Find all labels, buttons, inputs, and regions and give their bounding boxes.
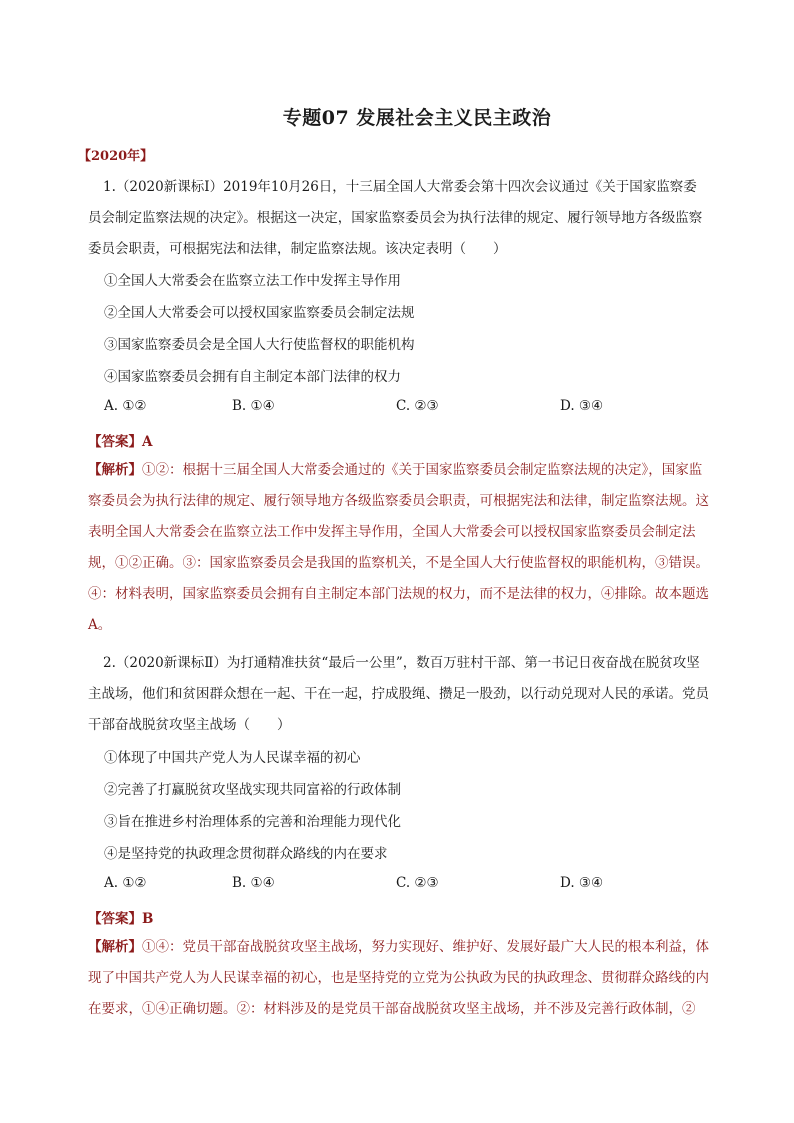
question-1-option-4: ④国家监察委员会拥有自主制定本部门法律的权力 <box>104 369 401 385</box>
choice-d: D. ③④ <box>560 398 604 414</box>
page-title: 专题07 发展社会主义民主政治 <box>282 107 552 129</box>
question-2-answer: 【答案】B <box>88 911 154 927</box>
choice-c: C. ②③ <box>396 875 439 891</box>
section-heading: 【2020年】 <box>78 149 154 164</box>
question-1-explanation <box>88 455 710 641</box>
question-1-stem: 1.（2020新课标Ⅰ）2019年10月26日，十三届全国人大常委会第十四次会议通过《关于国家监察委员会制定监察法规的决定》。根据这一决定，国家监察委员会为执行法律的规定、履行领导地方各级监察委员会职责，可根据宪法和法律，制定监察法规。该决定表明（ ） <box>88 179 703 257</box>
question-2-option-3: ③旨在推进乡村治理体系的完善和治理能力现代化 <box>104 814 401 830</box>
choice-a: A. ①② <box>104 398 147 414</box>
explanation-tag: 【解析】 <box>88 939 142 955</box>
question-1-option-3: ③国家监察委员会是全国人大行使监督权的职能机构 <box>104 337 415 353</box>
question-1-option-2: ②全国人大常委会可以授权国家监察委员会制定法规 <box>104 305 415 321</box>
question-1-option-1: ①全国人大常委会在监察立法工作中发挥主导作用 <box>104 273 401 289</box>
explanation-tag: 【解析】 <box>88 462 142 478</box>
choice-a: A. ①② <box>104 875 147 891</box>
question-2-explanation <box>88 932 710 1025</box>
question-1 <box>88 172 710 265</box>
question-2-stem: 2.（2020新课标Ⅱ）为打通精准扶贫“最后一公里”，数百万驻村干部、第一书记日夜奋战在脱贫攻坚主战场，他们和贫困群众想在一起、干在一起，拧成股绳、攒足一股劲，以行动兑现对人民的承诺。党员干部奋战脱贫攻坚主战场（ ） <box>88 655 709 733</box>
question-2-choices <box>104 875 664 895</box>
question-2-option-4: ④是坚持党的执政理念贯彻群众路线的内在要求 <box>104 846 388 862</box>
choice-c: C. ②③ <box>396 398 439 414</box>
choice-d: D. ③④ <box>560 875 604 891</box>
question-2 <box>88 648 710 741</box>
explanation-text: ①②：根据十三届全国人大常委会通过的《关于国家监察委员会制定监察法规的决定》，国家监察委员会为执行法律的规定、履行领导地方各级监察委员会职责，可根据宪法和法律，制定监察法规。这表明全国人大常委会在监察立法工作中发挥主导作用，全国人大常委会可以授权国家监察委员会制定法规，①②正确。③：国家监察委员会是我国的监察机关，不是全国人大行使监督权的职能机构，③错误。④：材料表明，国家监察委员会拥有自主制定本部门法规的权力，而不是法律的权力，④排除。故本题选A。 <box>88 462 709 633</box>
question-1-answer: 【答案】A <box>88 434 153 450</box>
question-2-option-1: ①体现了中国共产党人为人民谋幸福的初心 <box>104 750 361 766</box>
question-2-option-2: ②完善了打赢脱贫攻坚战实现共同富裕的行政体制 <box>104 782 401 798</box>
choice-b: B. ①④ <box>232 398 275 414</box>
choice-b: B. ①④ <box>232 875 275 891</box>
explanation-text: ①④：党员干部奋战脱贫攻坚主战场，努力实现好、维护好、发展好最广大人民的根本利益，体现了中国共产党人为人民谋幸福的初心，也是坚持党的立党为公执政为民的执政理念、贯彻群众路线的内在要求，①④正确切题。②：材料涉及的是党员干部奋战脱贫攻坚主战场，并不涉及完善行政体制，② <box>88 939 709 1017</box>
question-1-choices <box>104 398 664 418</box>
